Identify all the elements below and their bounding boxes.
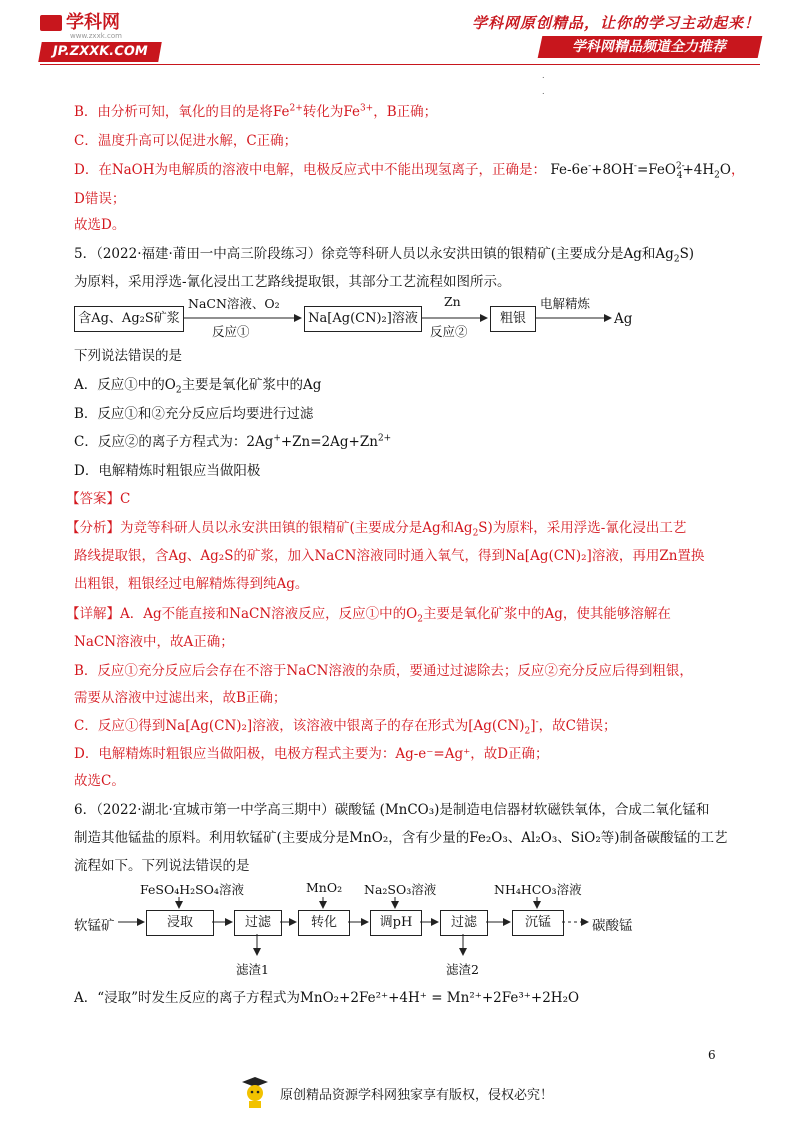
flow2-box-leach: 浸取 — [146, 910, 214, 936]
q5-analysis-3: 出粗银，粗银经过电解精炼得到纯Ag。 — [74, 576, 309, 592]
q5-option-b: B．反应①和②充分反应后均要进行过滤 — [74, 406, 314, 422]
q5-detail-1: 【详解】A．Ag不能直接和NaCN溶液反应，反应①中的$O_2$主要是氧化矿浆中的Ag，使其能够溶解在 — [66, 606, 671, 625]
q5-question: 下列说法错误的是 — [74, 348, 182, 364]
q6-stem-2: 制造其他锰盐的原料。利用软锰矿(主要成分是MnO₂，含有少量的Fe₂O₃、Al₂O₃、SiO₂等)制备碳酸锰的工艺 — [74, 830, 728, 846]
mascot-icon — [240, 1075, 270, 1109]
flow2-box-filter-2: 过滤 — [440, 910, 488, 936]
q6-stem-1: 6．（2022·湖北·宜城市第一中学高三期中）碳酸锰 (MnCO₃)是制造电信器材软磁铁氧体，合成二氧化锰和 — [74, 802, 710, 818]
flow2-residue-1: 滤渣1 — [236, 962, 269, 977]
q5-stem-2: 为原料，采用浮选-氰化浸出工艺路线提取银，其部分工艺流程如图所示。 — [74, 274, 511, 290]
q5-detail-4: 需要从溶液中过滤出来，故B正确； — [74, 690, 287, 706]
line-choose-d: 故选D。 — [74, 217, 126, 233]
q5-analysis-2: 路线提取银，含Ag、Ag₂S的矿浆，加入NaCN溶液同时通入氧气，得到Na[Ag(CN)₂]溶液，再用Zn置换 — [74, 548, 705, 564]
line-d: D．在NaOH为电解质的溶液中电解，电极反应式中不能出现氢离子，正确是： $Fe-6e^-+8OH^-=FeO^{2-}_4+4H_2O$， — [74, 161, 745, 181]
page-number: 6 — [708, 1048, 716, 1062]
flow2-box-ph: 调pH — [370, 910, 422, 936]
line-c: C．温度升高可以促进水解，C正确； — [74, 133, 298, 149]
line-d-2: D错误； — [74, 191, 126, 207]
q6-option-a: A．“浸取”时发生反应的离子方程式为MnO₂+2Fe²⁺+4H⁺ = Mn²⁺+2Fe³⁺+2H₂O — [74, 990, 580, 1006]
q5-detail-3: B．反应①充分反应后会存在不溶于NaCN溶液的杂质，要通过过滤除去；反应②充分反应后得到粗银， — [74, 663, 693, 679]
q5-detail-6: D．电解精炼时粗银应当做阳极，电极方程式主要为：Ag-e⁻=Ag⁺，故D正确； — [74, 746, 549, 762]
q5-option-c: C．反应②的离子方程式为：$2Ag^++Zn=2Ag+Zn^{2+}$ — [74, 433, 392, 450]
flow1-box-solution: Na[Ag(CN)₂]溶液 — [304, 306, 422, 332]
q5-option-a: A．反应①中的$O_2$主要是氧化矿浆中的Ag — [74, 377, 322, 396]
flow1-box-crude-silver: 粗银 — [490, 306, 536, 332]
logo-subtext: www.zxxk.com — [70, 32, 122, 40]
q5-detail-5: C．反应①得到Na[Ag(CN)₂]溶液，该溶液中银离子的存在形式为$[Ag(CN)_2]^-$，故C错误； — [74, 717, 617, 737]
flow2-reagent-1: FeSO₄H₂SO₄溶液 — [140, 882, 244, 897]
flow1-reagent-1: NaCN溶液、O₂ — [188, 296, 280, 311]
flow2-reagent-2: MnO₂ — [306, 880, 343, 895]
q5-detail-2: NaCN溶液中，故A正确； — [74, 634, 234, 650]
q5-stem-1: 5．（2022·福建·莆田一中高三阶段练习）徐竞等科研人员以永安洪田镇的银精矿(主要成分是Ag和$Ag_2S$) — [74, 246, 695, 265]
logo-url: JP.ZXXK.COM — [38, 42, 162, 62]
flow2-reagent-4: NH₄HCO₃溶液 — [494, 882, 582, 897]
q5-detail-7: 故选C。 — [74, 773, 125, 789]
flow2-box-precipitate: 沉锰 — [512, 910, 564, 936]
q5-option-d: D．电解精炼时粗银应当做阳极 — [74, 463, 261, 479]
logo-text: 学科网 — [66, 12, 120, 33]
flow1-product: Ag — [614, 311, 633, 327]
footer-copyright: 原创精品资源学科网独家享有版权，侵权必究！ — [280, 1088, 554, 1103]
flow1-box-ore: 含Ag、Ag₂S矿浆 — [74, 306, 184, 332]
flow2-box-filter-1: 过滤 — [234, 910, 282, 936]
flow1-reaction-2: 反应② — [430, 324, 468, 339]
line-b: B．由分析可知，氧化的目的是将$Fe^{2+}$转化为$Fe^{3+}$，B正确； — [74, 103, 438, 120]
header-band: 学科网精品频道全力推荐 — [538, 36, 763, 58]
q5-answer: 【答案】C — [66, 491, 131, 507]
dots-mark: . . — [542, 71, 545, 96]
flow2-box-convert: 转化 — [298, 910, 350, 936]
q5-analysis-1: 【分析】为竞等科研人员以永安洪田镇的银精矿(主要成分是Ag和$Ag_2S$)为原料，采用浮选-氰化浸出工艺 — [66, 520, 687, 539]
flow2-residue-2: 滤渣2 — [446, 962, 479, 977]
flow2-reagent-3: Na₂SO₃溶液 — [364, 882, 437, 897]
q6-stem-3: 流程如下。下列说法错误的是 — [74, 858, 250, 874]
flow1-reagent-2: Zn — [444, 294, 461, 309]
flow1-reaction-1: 反应① — [212, 324, 250, 339]
flow2-product: 碳酸锰 — [592, 918, 633, 934]
flow1-refine-label: 电解精炼 — [540, 296, 591, 311]
flow2-start: 软锰矿 — [74, 918, 115, 934]
header-slogan: 学科网原创精品，让你的学习主动起来！ — [471, 14, 760, 32]
